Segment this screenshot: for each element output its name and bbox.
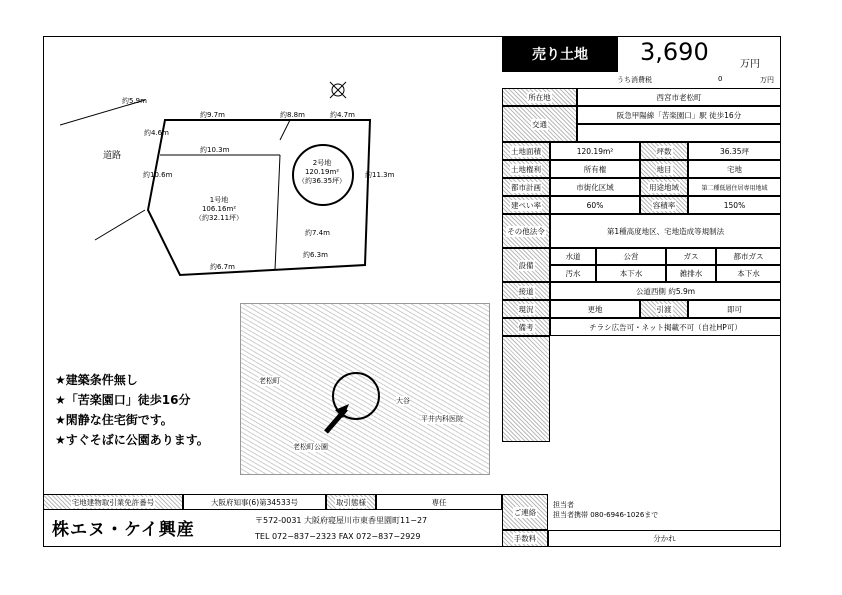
license-label: 宅地建物取引業免許番号 [43, 494, 183, 510]
road-label: 道路 [103, 151, 122, 161]
label-rights: 土地権利 [502, 160, 550, 178]
feature-list [55, 370, 209, 450]
feature-item: ★すぐそばに公園あります。 [55, 433, 209, 447]
tax-unit: 万円 [760, 76, 774, 84]
fee-label: 手数料 [502, 530, 548, 547]
value-regs: 第1種高度地区、宅地造成等規制法 [550, 214, 781, 248]
value-road: 公道西側 約5.9m [550, 282, 781, 300]
map-town-label: 老松町 [259, 377, 280, 385]
value-tsubo: 36.35坪 [688, 142, 781, 160]
dim-label: 約7.4m [305, 229, 330, 237]
dim-label: 約9.7m [200, 111, 225, 119]
notes-blank-label [502, 336, 550, 442]
dim-label: 約10.3m [200, 146, 230, 154]
label-utilities: 設備 [502, 248, 550, 282]
feature-item: ★「苦楽園口」徒歩16分 [55, 393, 191, 407]
value-zoning: 第二種低層住居専用地域 [688, 178, 781, 196]
value-handover: 即可 [688, 300, 781, 318]
feature-item: ★建築条件無し [55, 373, 138, 387]
tax-label: うち消費税 [617, 76, 652, 84]
dim-label: 約4.7m [330, 111, 355, 119]
dim-label: 約10.6m [143, 171, 173, 179]
value-location: 西宮市老松町 [577, 88, 781, 106]
value-notes: チラシ広告可・ネット掲載不可（自社HP可） [550, 318, 781, 336]
label-category: 地目 [640, 160, 688, 178]
util-cell: 水道 [550, 248, 596, 265]
util-cell: ガス [666, 248, 716, 265]
dim-label: 約6.7m [210, 263, 235, 271]
transaction-value: 専任 [376, 494, 502, 510]
dim-label: 約11.3m [365, 171, 395, 179]
license-value: 大阪府知事(6)第34533号 [183, 494, 326, 510]
dim-label: 約4.6m [144, 129, 169, 137]
lot-1-label: 1号地 106.16m² （約32.11坪） [195, 196, 244, 222]
label-road: 接道 [502, 282, 550, 300]
value-city-plan: 市街化区域 [550, 178, 640, 196]
company-phone: TEL 072−837−2323 FAX 072−837−2929 [255, 532, 421, 541]
util-cell: 本下水 [716, 265, 781, 282]
util-cell: 汚水 [550, 265, 596, 282]
price: 3,690 [640, 38, 709, 66]
util-cell: 雑排水 [666, 265, 716, 282]
value-far: 150% [688, 196, 781, 214]
util-cell: 公営 [596, 248, 666, 265]
transaction-label: 取引態様 [326, 494, 376, 510]
map-label: 大谷 [396, 397, 410, 405]
label-location: 所在地 [502, 88, 577, 106]
map-label: 平井内科医院 [421, 415, 463, 423]
label-status: 現況 [502, 300, 550, 318]
map-marker [311, 354, 391, 439]
label-regs: その他法令 [502, 214, 550, 248]
label-zoning: 用途地域 [640, 178, 688, 196]
label-far: 容積率 [640, 196, 688, 214]
tax-value: 0 [718, 75, 723, 83]
value-transport-blank [577, 124, 781, 142]
sale-badge: 売り土地 [502, 36, 618, 72]
dim-label: 約6.3m [303, 251, 328, 259]
value-transport: 阪急甲陽線「苦楽園口」駅 徒歩16分 [577, 106, 781, 124]
label-handover: 引渡 [640, 300, 688, 318]
area-map [240, 303, 490, 475]
value-bcr: 60% [550, 196, 640, 214]
dim-label: 約5.9m [122, 97, 147, 105]
label-bcr: 建ぺい率 [502, 196, 550, 214]
dim-label: 約8.8m [280, 111, 305, 119]
value-category: 宅地 [688, 160, 781, 178]
label-tsubo: 坪数 [640, 142, 688, 160]
map-label: 老松町公園 [293, 443, 328, 451]
lot-2-label: 2号地 120.19m² （約36.35坪） [298, 159, 347, 185]
company-logo: 株エヌ・ケイ興産 [52, 520, 195, 540]
value-status: 更地 [550, 300, 640, 318]
contact-label: ご連絡 [502, 494, 548, 530]
label-city-plan: 都市計画 [502, 178, 550, 196]
label-area: 土地面積 [502, 142, 550, 160]
util-cell: 本下水 [596, 265, 666, 282]
label-transport: 交通 [502, 106, 577, 142]
contact-info: 担当者 担当者携帯 080-6946-1026まで [553, 501, 659, 519]
value-rights: 所有権 [550, 160, 640, 178]
feature-item: ★閑静な住宅街です。 [55, 413, 173, 427]
label-notes: 備考 [502, 318, 550, 336]
company-address: 〒572-0031 大阪府寝屋川市東香里園町11−27 [255, 516, 428, 525]
util-cell: 都市ガス [716, 248, 781, 265]
fee-value: 分かれ [548, 530, 781, 547]
value-area: 120.19m² [550, 142, 640, 160]
price-unit: 万円 [740, 59, 760, 70]
